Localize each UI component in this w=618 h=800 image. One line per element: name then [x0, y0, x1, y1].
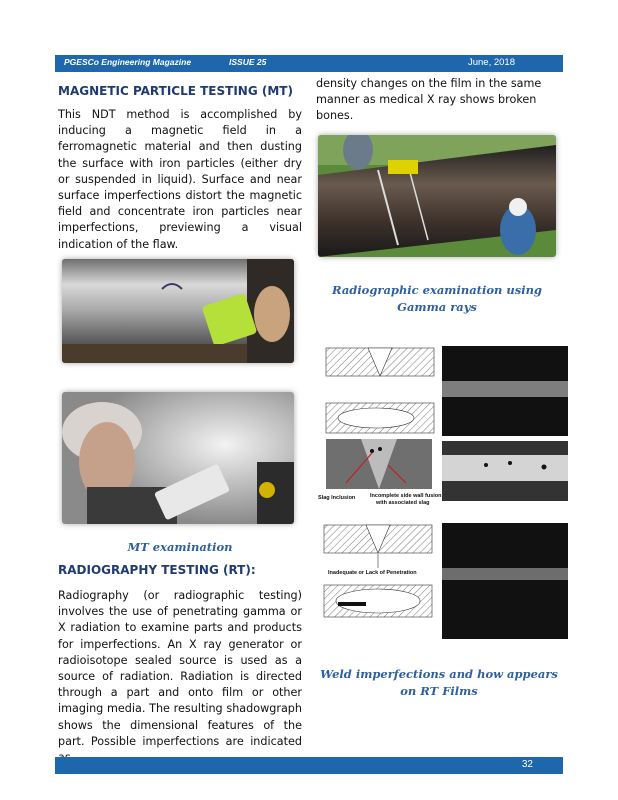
magazine-title: PGESCo Engineering Magazine: [64, 57, 192, 67]
mt-heading: MAGNETIC PARTICLE TESTING (MT): [58, 84, 293, 98]
weld-caption: Weld imperfections and how appears on RT Films: [320, 667, 558, 698]
weld-diagram-top: [306, 343, 578, 511]
header-bar: [55, 55, 563, 72]
label-side-wall-fusion: Incomplete side wall fusion: [370, 493, 442, 499]
mt-caption: MT examination: [127, 540, 233, 554]
rt-body-continued: density changes on the film in the same manner as medical X ray shows broken bones.: [316, 77, 542, 123]
weld-diagram-bottom: [318, 520, 572, 646]
rt-heading: RADIOGRAPHY TESTING (RT):: [58, 563, 256, 577]
label-slag-inclusion: Slag Inclusion: [318, 495, 356, 501]
mt-photo-spray: [62, 392, 294, 524]
gamma-caption: Radiographic examination using Gamma rays: [332, 283, 542, 314]
issue-number: ISSUE 25: [229, 57, 267, 67]
mt-photo-pipe: [62, 259, 294, 363]
rt-body: Radiography (or radiographic testing) involves the use of penetrating gamma or X radiation to examine parts and products for imperfections. An X ray generator or radioisotope sealed source is used as a source of radiation. Radiation is directed through a part and onto film or other imaging media. The resulting shadowgraph shows the dimensional features of the part. Possible imperfections are indicated: [58, 589, 302, 748]
label-side-wall-slag: with associated slag: [376, 500, 430, 506]
footer-bar: [55, 757, 563, 774]
page-number: 32: [521, 759, 533, 770]
rt-photo-gamma: [318, 135, 556, 257]
issue-date: June, 2018: [467, 57, 515, 68]
mt-body: This NDT method is accomplished by inducing a magnetic field in a ferromagnetic material and then dusting the surface with iron particles (either dry or suspended in liquid). Surface and near surface imperfections distort the magnetic field and concentrate iron particles near imperfections, previewing a visual indication of the flaw.: [58, 108, 302, 251]
label-lack-of-penetration: Inadequate or Lack of Penetration: [328, 570, 417, 576]
